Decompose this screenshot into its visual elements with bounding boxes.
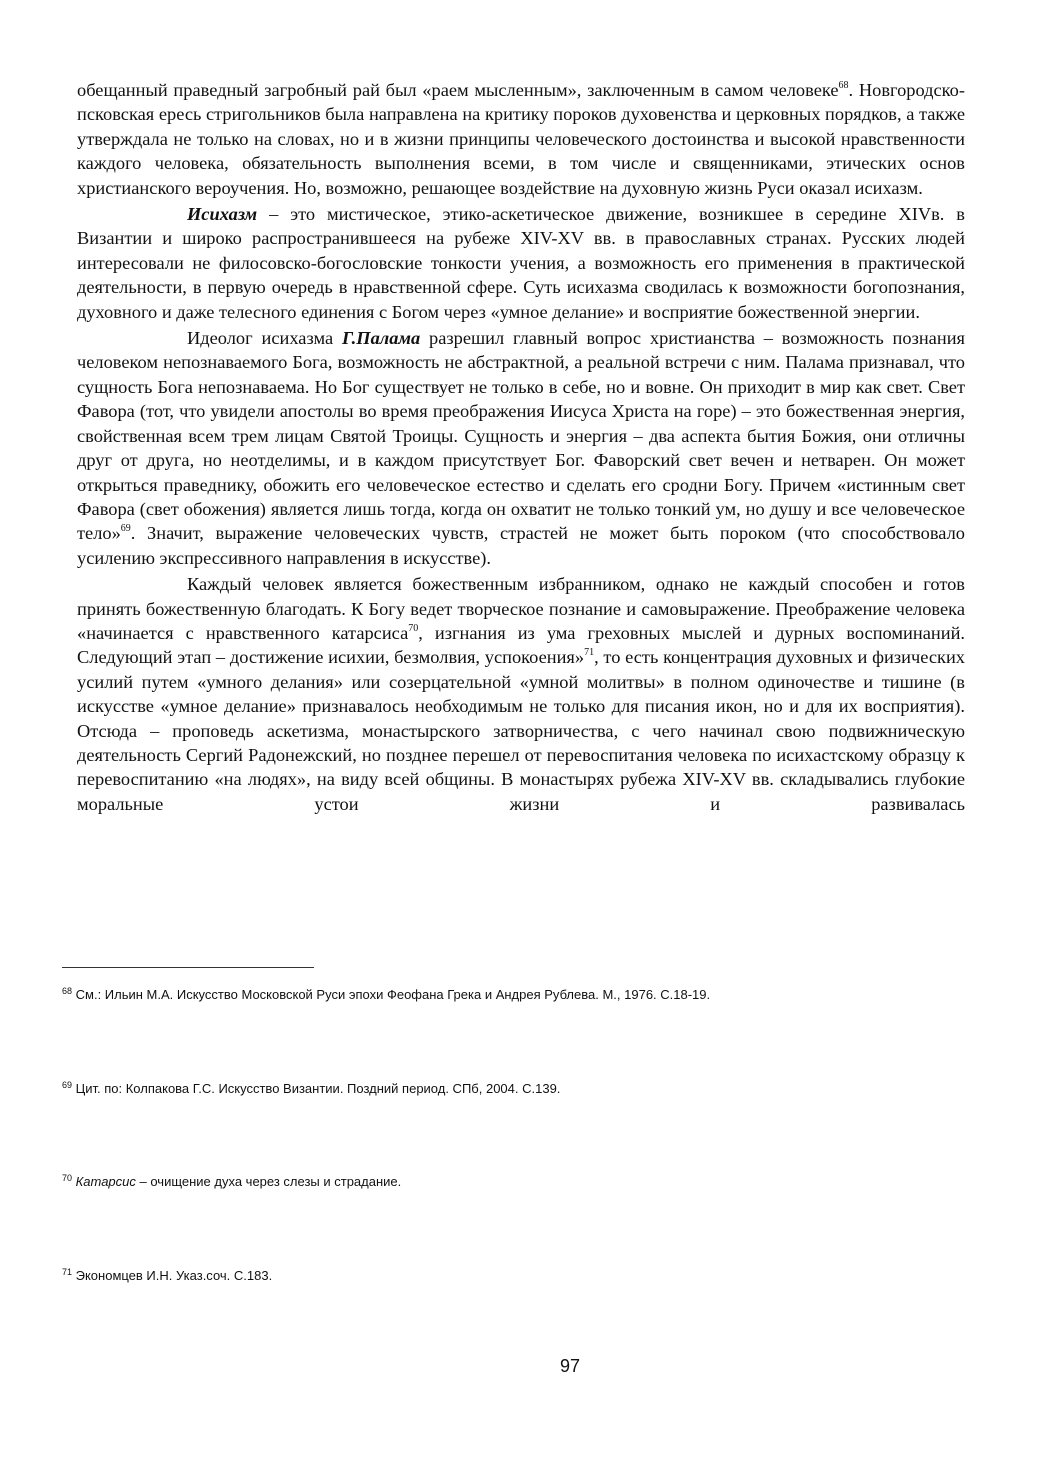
footnote-text: Цит. по: Колпакова Г.С. Искусство Византии. Поздний период. СПб, 2004. С.139. (72, 1081, 561, 1096)
paragraph-text: Идеолог исихазма (187, 328, 342, 349)
paragraph-text: , изгнания из ума греховных мыслей и дурных воспоминаний. Следующий этап – достижение исихии, безмолвия, успокоения» (77, 622, 966, 668)
paragraph-text: обещанный праведный загробный рай был «раем мысленным», заключенным в самом человеке (77, 80, 839, 100)
paragraph-3 (77, 326, 965, 570)
paragraph-text: – это мистическое, этико-аскетическое движение, возникшее в середине XIVв. в Византии и широко распространившееся на рубеже XIV-XV вв. в православных странах. Русских людей интересовали не филосовско-богословские тонкости учения, а возможность его применения в практической деятельности, в первую очередь в нравственной сфере. Суть исихазма сводилась к возможности богопознания, духовного и даже телесного единения с Богом через «умное делание» и восприятие божественной энергии. (77, 204, 965, 322)
paragraph-2 (77, 202, 965, 324)
paragraph-text: . Значит, выражение человеческих чувств, страстей не может быть пороком (что способствовало усилению экспрессивного направления в искусстве). (77, 523, 965, 568)
footnote-term: Катарсис (72, 1174, 136, 1189)
footnote-number: 70 (62, 1173, 73, 1183)
footnote-number: 71 (62, 1267, 73, 1277)
term-palamas: Г.Палама (341, 328, 421, 349)
footnote-ref-71: 71 (584, 647, 595, 659)
paragraph-text: разрешил главный вопрос христианства – возможность познания человеком непознаваемого Бога, возможность не абстрактной, а реальной встречи с ним. Палама признавал, что сущность Бога непознаваема. Но Бог существует не только в себе, но и вовне. Он приходит в мир как свет. Свет Фавора (тот, что увидели апостолы во время преображения Иисуса Христа на горе) – это божественная энергия, свойственная всем трем лицам Святой Троицы. Сущность и энергия – два аспекта бытия Божия, они отличны друг от друга, но неотделимы, и в каждом присутствует Бог. Фаворский свет вечен и нетварен. Он может открыться праведнику, обожить его человеческое естество и сделать его сродни Богу. Причем «истинным свет Фавора (свет обожения) является лишь тогда, когда он охватит не только тонкий ум, но душу и все человеческое тело» (77, 328, 965, 544)
footnote-69 (62, 1080, 962, 1097)
footnote-number: 68 (62, 986, 73, 996)
footnote-ref-70: 70 (408, 622, 419, 634)
footnote-68 (62, 986, 962, 1003)
page-number: 97 (559, 1356, 581, 1376)
paragraph-1 (77, 78, 965, 200)
footnote-70 (62, 1173, 962, 1190)
paragraph-4 (77, 572, 965, 816)
paragraph-text: Каждый человек является божественным избранником, однако не каждый способен и готов принять божественную благодать. К Богу ведет творческое познание и самовыражение. Преображение человека «начинается с нравственного катарсиса (77, 574, 965, 643)
footnote-71 (62, 1267, 962, 1284)
footnote-text: См.: Ильин М.А. Искусство Московской Руси эпохи Феофана Грека и Андрея Рублева. М., 1976. С.18-19. (72, 987, 711, 1002)
footnote-text: Экономцев И.Н. Указ.соч. С.183. (72, 1268, 273, 1283)
term-hesychasm: Исихазм (187, 204, 258, 225)
footnote-ref-68: 68 (838, 80, 849, 91)
footnote-text: – очищение духа через слезы и страдание. (135, 1174, 402, 1189)
paragraph-text: . Новгородско-псковская ересь стригольников была направлена на критику пороков духовенства и церковных порядков, а также утверждала не только на словах, но и в жизни принципы человеческого достоинства и высокой нравственности каждого человека, обязательность выполнения всеми, в том числе и священниками, этических основ христианского вероучения. Но, возможно, решающее воздействие на духовную жизнь Руси оказал исихазм. (77, 80, 965, 198)
footnote-ref-69: 69 (120, 523, 131, 535)
footnote-separator (62, 967, 314, 968)
main-text (77, 78, 965, 816)
footnote-number: 69 (62, 1080, 73, 1090)
paragraph-text: , то есть концентрация духовных и физических усилий путем «умного делания» или созерцательной «умной молитвы» в полном одиночестве и тишине (в искусстве «умное делание» признавалось необходимым не только для писания икон, но и для их восприятия). Отсюда – проповедь аскетизма, монастырского затворничества, с чего начинал свою подвижническую деятельность Сергий Радонежский, но позднее перешел от перевоспитания человека по исихастскому образцу к перевоспитанию «на людях», на виду всей общины. В монастырях рубежа XIV-XV вв. складывались глубокие моральные устои жизни и развивалась (77, 647, 965, 814)
